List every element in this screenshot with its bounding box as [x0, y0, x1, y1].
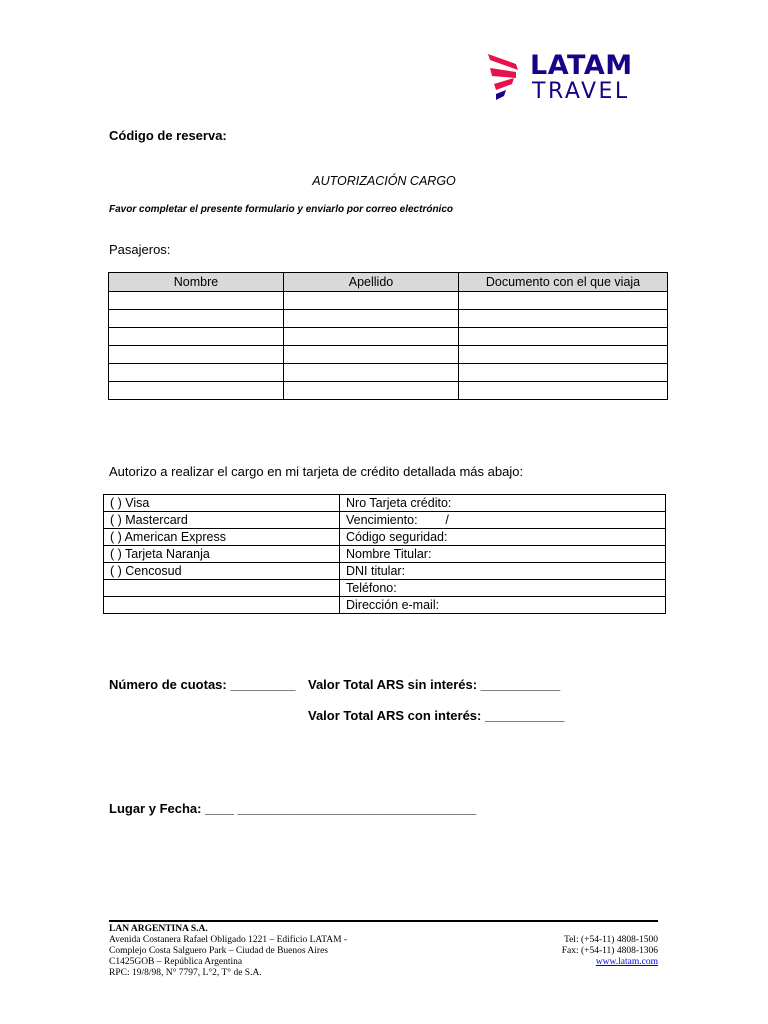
logo-wordmark: LATAM: [530, 50, 633, 81]
card-option-american-express[interactable]: ( ) American Express: [104, 529, 340, 546]
table-row: [109, 346, 668, 364]
table-row: [109, 310, 668, 328]
expiration-field[interactable]: Vencimiento: /: [340, 512, 666, 529]
documento-cell[interactable]: [459, 292, 668, 310]
nombre-cell[interactable]: [109, 382, 284, 400]
footer-company: LAN ARGENTINA S.A.: [109, 924, 208, 934]
security-code-field[interactable]: Código seguridad:: [340, 529, 666, 546]
documento-cell[interactable]: [459, 382, 668, 400]
card-table: [103, 494, 666, 614]
table-row: [104, 563, 666, 580]
form-title: AUTORIZACIÓN CARGO: [312, 174, 456, 188]
table-row: [104, 546, 666, 563]
authorization-text: Autorizo a realizar el cargo en mi tarjeta de crédito detallada más abajo:: [109, 464, 524, 479]
total-no-interest-field[interactable]: Valor Total ARS sin interés: ___________: [308, 677, 561, 692]
phone-field[interactable]: Teléfono:: [340, 580, 666, 597]
cardholder-name-field[interactable]: Nombre Titular:: [340, 546, 666, 563]
documento-cell[interactable]: [459, 310, 668, 328]
card-option-visa[interactable]: ( ) Visa: [104, 495, 340, 512]
footer-fax: Fax: (+54-11) 4808-1306: [561, 946, 658, 956]
empty-cell: [104, 580, 340, 597]
table-row: [109, 292, 668, 310]
table-row: [104, 512, 666, 529]
total-with-interest-field[interactable]: Valor Total ARS con interés: ___________: [308, 708, 565, 723]
table-row: [104, 580, 666, 597]
cardholder-dni-field[interactable]: DNI titular:: [340, 563, 666, 580]
card-option-tarjeta-naranja[interactable]: ( ) Tarjeta Naranja: [104, 546, 340, 563]
email-field[interactable]: Dirección e-mail:: [340, 597, 666, 614]
apellido-cell[interactable]: [284, 364, 459, 382]
footer-website-link[interactable]: www.latam.com: [595, 957, 658, 967]
table-row: [104, 495, 666, 512]
empty-cell: [104, 597, 340, 614]
apellido-cell[interactable]: [284, 382, 459, 400]
apellido-cell[interactable]: [284, 346, 459, 364]
form-instruction: Favor completar el presente formulario y enviarlo por correo electrónico: [109, 204, 453, 215]
table-row: [109, 382, 668, 400]
nombre-cell[interactable]: [109, 292, 284, 310]
card-number-field[interactable]: Nro Tarjeta crédito:: [340, 495, 666, 512]
column-header-nombre: Nombre: [109, 273, 284, 292]
nombre-cell[interactable]: [109, 364, 284, 382]
footer-tel: Tel: (+54-11) 4808-1500: [563, 935, 658, 945]
apellido-cell[interactable]: [284, 310, 459, 328]
table-row: [109, 364, 668, 382]
footer-address-line: C1425GOB – República Argentina: [109, 957, 243, 967]
logo-subtitle: TRAVEL: [532, 79, 630, 104]
passengers-label: Pasajeros:: [109, 242, 171, 257]
column-header-apellido: Apellido: [284, 273, 459, 292]
table-row: [109, 328, 668, 346]
nombre-cell[interactable]: [109, 310, 284, 328]
place-date-field[interactable]: Lugar y Fecha: ____ _________________________________: [109, 801, 477, 816]
latam-logo-icon: [486, 50, 526, 102]
card-option-cencosud[interactable]: ( ) Cencosud: [104, 563, 340, 580]
installments-field[interactable]: Número de cuotas: _________: [109, 677, 296, 692]
apellido-cell[interactable]: [284, 292, 459, 310]
apellido-cell[interactable]: [284, 328, 459, 346]
table-row: [104, 529, 666, 546]
nombre-cell[interactable]: [109, 346, 284, 364]
footer-divider: [109, 920, 658, 922]
documento-cell[interactable]: [459, 346, 668, 364]
latam-travel-logo: [486, 48, 656, 108]
footer-rpc: RPC: 19/8/98, N° 7797, L°2, T° de S.A.: [109, 968, 262, 978]
card-option-mastercard[interactable]: ( ) Mastercard: [104, 512, 340, 529]
passenger-table-header: [109, 273, 668, 292]
reservation-code-label: Código de reserva:: [109, 128, 227, 143]
table-row: [104, 597, 666, 614]
footer-address-line: Avenida Costanera Rafael Obligado 1221 – Edificio LATAM -: [109, 935, 348, 945]
footer-address-block: [109, 924, 347, 979]
column-header-documento: Documento con el que viaja: [459, 273, 668, 292]
footer-contact-block: [562, 935, 658, 968]
documento-cell[interactable]: [459, 364, 668, 382]
footer-address-line: Complejo Costa Salguero Park – Ciudad de Buenos Aires: [109, 946, 329, 956]
documento-cell[interactable]: [459, 328, 668, 346]
nombre-cell[interactable]: [109, 328, 284, 346]
passenger-table: [108, 272, 668, 400]
